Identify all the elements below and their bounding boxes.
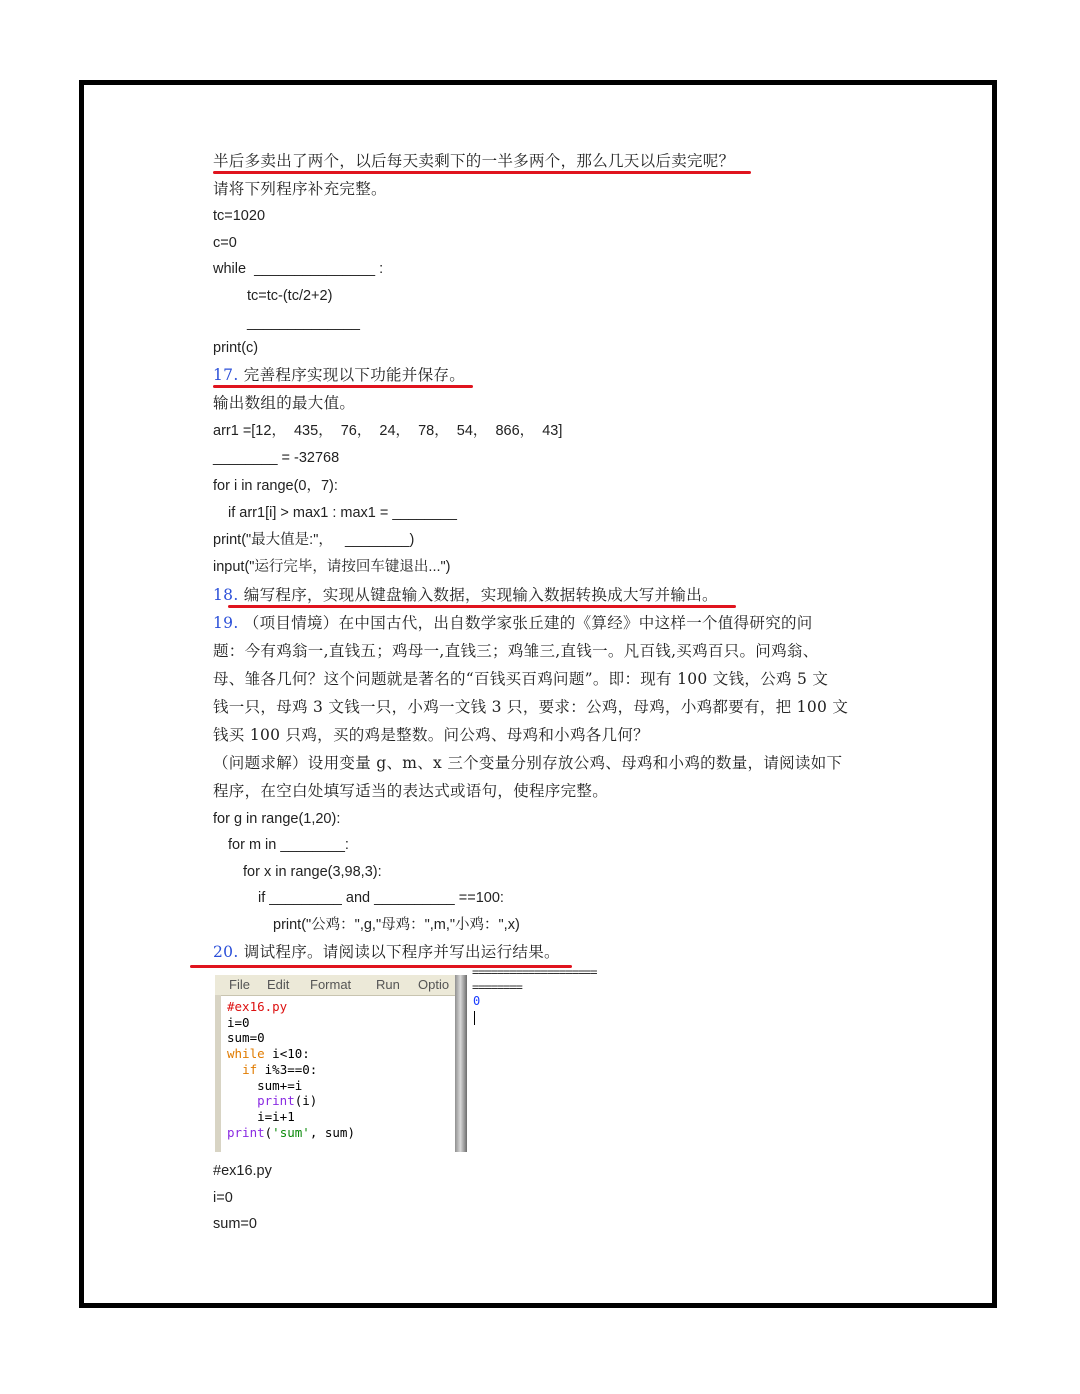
question-19 (213, 613, 813, 633)
text-line: 钱买 100 只鸡，买的鸡是整数。问公鸡、母鸡和小鸡各几何？ (213, 726, 649, 744)
code-builtin: print (257, 1093, 295, 1109)
red-underline (213, 385, 473, 388)
red-underline (213, 171, 751, 174)
code-line: for m in ________: (228, 837, 349, 853)
text-line: 请将下列程序补充完整。 (213, 180, 387, 198)
question-number: 19. (213, 614, 239, 632)
text-line: （问题求解）设用变量 g、m、x 三个变量分别存放公鸡、母鸡和小鸡的数量，请阅读如下 (213, 754, 843, 772)
code-line: i<10: (264, 1046, 310, 1062)
question-17 (213, 365, 465, 385)
code-line: tc=1020 (213, 208, 266, 224)
code-line: tc=tc-(tc/2+2) (247, 288, 333, 304)
menu-run: Run (376, 977, 400, 992)
text-line: 程序，在空白处填写适当的表达式或语句，使程序完整。 (213, 782, 609, 800)
code-line: print("公鸡：",g,"母鸡：",m,"小鸡：",x) (273, 917, 520, 933)
question-number: 18. (213, 586, 239, 604)
menu-options: Optio (418, 977, 450, 992)
code-line: , sum) (309, 1124, 355, 1140)
code-line: i=0 (227, 1014, 250, 1030)
blank-line: ______________ (247, 315, 360, 331)
code-line: arr1 =[12， 435， 76， 24， 78， 54， 866， 43] (213, 423, 563, 439)
text-cursor (474, 1011, 475, 1025)
text-line: 输出数组的最大值。 (213, 394, 356, 412)
question-number: 20. (213, 943, 239, 961)
shell-separator: ======== (472, 980, 522, 994)
code-builtin: print (227, 1124, 265, 1140)
question-text: 调试程序。请阅读以下程序并写出运行结果。 (238, 943, 560, 961)
code-line: input("运行完毕，请按回车键退出...") (213, 559, 451, 575)
code-string: 'sum' (272, 1124, 310, 1140)
shell-separator: ==================== (472, 965, 597, 979)
menu-edit: Edit (267, 977, 290, 992)
code-line: sum+=i (257, 1077, 303, 1093)
menu-format: Format (310, 977, 352, 992)
editor-left-border (215, 995, 221, 1152)
question-text: 完善程序实现以下功能并保存。 (238, 366, 465, 384)
code-line: if arr1[i] > max1 : max1 = ________ (228, 505, 457, 521)
code-line: print(c) (213, 340, 259, 356)
question-number: 17. (213, 366, 239, 384)
window-separator (455, 975, 467, 1152)
code-line: sum=0 (227, 1030, 265, 1046)
code-line: i=i+1 (257, 1108, 295, 1124)
text-line: 母、雏各几何？这个问题就是著名的“百钱买百鸡问题”。即：现有 100 文钱，公鸡 5 文 (213, 670, 829, 688)
ide-menubar (215, 975, 455, 996)
code-line: #ex16.py (213, 1163, 272, 1179)
ide-code (227, 999, 355, 1140)
ide-editor-screenshot (215, 975, 467, 1152)
code-line: c=0 (213, 235, 237, 251)
text-line: 题：今有鸡翁一,直钱五；鸡母一,直钱三；鸡雏三,直钱一。凡百钱,买鸡百只。问鸡翁、 (213, 642, 819, 660)
code-line: for x in range(3,98,3): (243, 864, 382, 880)
question-20 (213, 942, 560, 962)
code-line: if _________ and __________ ==100: (258, 890, 504, 906)
question-18 (213, 585, 718, 605)
code-line: while _______________ : (213, 261, 384, 277)
text-line: 钱一只，母鸡 3 文钱一只，小鸡一文钱 3 只，要求：公鸡，母鸡，小鸡都要有，把 100 文 (213, 698, 849, 716)
code-keyword: if (242, 1061, 258, 1077)
red-underline (228, 605, 736, 608)
code-line: for i in range(0，7): (213, 478, 338, 494)
code-line: (i) (294, 1093, 318, 1109)
code-line: i=0 (213, 1190, 233, 1206)
menu-file: File (229, 977, 250, 992)
code-line: i%3==0: (257, 1061, 318, 1077)
shell-output: 0 (473, 994, 481, 1008)
question-text: 编写程序，实现从键盘输入数据，实现输入数据转换成大写并输出。 (238, 586, 718, 604)
text-line: 半后多卖出了两个，以后每天卖剩下的一半多两个，那么几天以后卖完呢？ (213, 152, 735, 170)
code-line: print("最大值是:"， ________) (213, 532, 415, 548)
shell-output-screenshot (470, 965, 600, 1025)
code-keyword: while (227, 1046, 265, 1062)
question-text: （项目情境）在中国古代，出自数学家张丘建的《算经》中这样一个值得研究的问 (238, 614, 813, 632)
code-line: for g in range(1,20): (213, 811, 341, 827)
code-line: sum=0 (213, 1216, 257, 1232)
code-line: ________ = -32768 (213, 450, 340, 466)
code-line: ( (264, 1124, 273, 1140)
code-comment: #ex16.py (227, 999, 288, 1014)
